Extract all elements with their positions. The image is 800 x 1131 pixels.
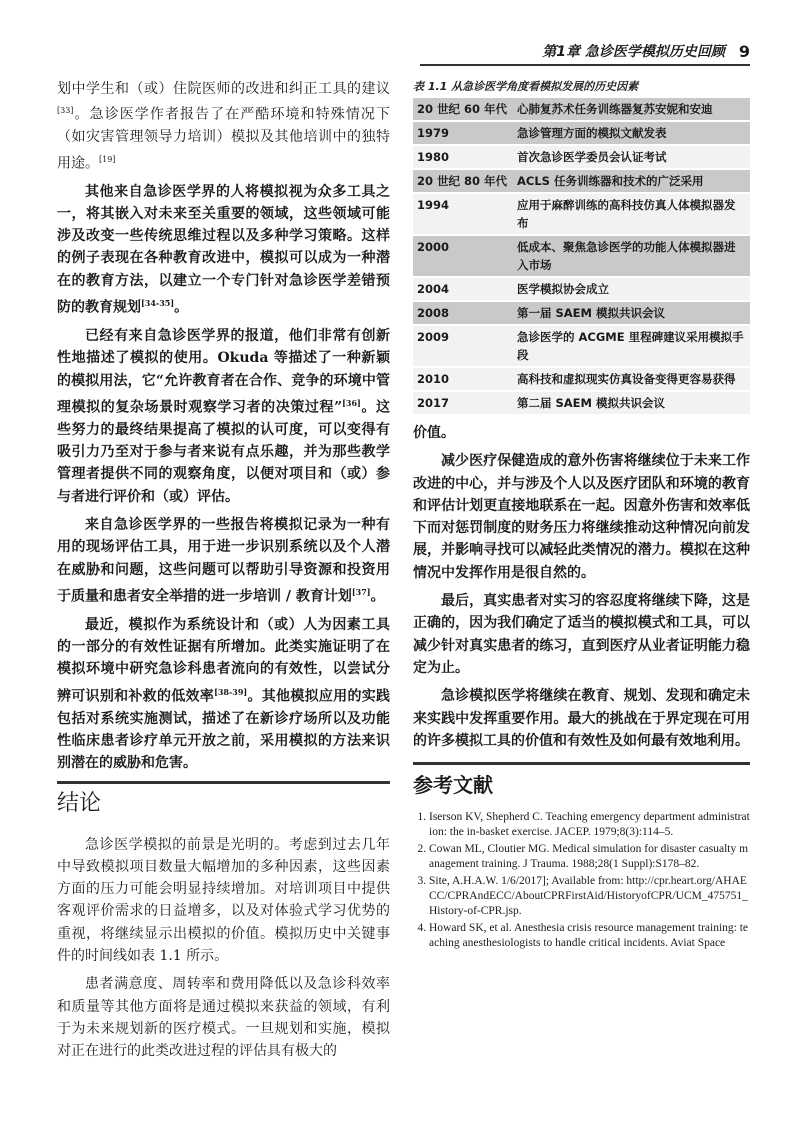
paragraph: 急诊模拟医学将继续在教育、规划、发现和确定未来实践中发挥重要作用。最大的挑战在于界定现在可用的许多模拟工具的价值和有效性及如何最有效地利用。 xyxy=(413,688,750,749)
year-cell: 2000 xyxy=(413,236,513,276)
event-cell: 低成本、聚焦急诊医学的功能人体模拟器进入市场 xyxy=(513,236,750,276)
citation: [33] xyxy=(57,106,74,116)
page-number: 9 xyxy=(738,41,750,61)
text: 已经有来自急诊医学界的报道，他们非常有创新性地描述了模拟的使用。Okuda 等描述了一种新颖的模拟用法，它“允许教育者在合作、竞争的环境中管理模拟的复杂场景时观察学习者的决策过程” xyxy=(57,327,390,416)
citation: [34-35] xyxy=(141,297,175,308)
right-column xyxy=(413,78,750,953)
table-row xyxy=(413,194,750,234)
table-row xyxy=(413,392,750,414)
year-cell: 1980 xyxy=(413,146,513,168)
text: 划中学生和（或）住院医师的改进和纠正工具的建议 xyxy=(57,81,390,97)
citation: [19] xyxy=(99,154,116,164)
left-column xyxy=(57,78,390,1069)
year-cell: 2017 xyxy=(413,392,513,414)
table-caption: 表 1.1 从急诊医学角度看模拟发展的历史因素 xyxy=(413,80,639,93)
table-row xyxy=(413,146,750,168)
event-cell: 第二届 SAEM 模拟共识会议 xyxy=(513,392,750,414)
paragraph xyxy=(57,325,390,508)
paragraph: 来自急诊医学界的一些报告将模拟记录为一种有用的现场评估工具，用于进一步识别系统以及个人潜在威胁和问题，这些问题可以帮助引导资源和投资用于质量和患者安全举措的进一步培训 / 教育计划[37]。 xyxy=(57,516,390,605)
paragraph: 价值。 xyxy=(413,425,455,441)
event-cell: 急诊医学的 ACGME 里程碑建议采用模拟手段 xyxy=(513,326,750,366)
year-cell: 2010 xyxy=(413,368,513,390)
table-row xyxy=(413,170,750,192)
history-table xyxy=(413,96,750,416)
citation: [36] xyxy=(342,397,361,408)
year-cell: 2009 xyxy=(413,326,513,366)
text: 。其他模拟应用的实践包括对系统实施测试，描述了在新诊疗场所以及功能性临床患者诊疗单元开放之前，采用模拟的方法来识别潜在的威胁和危害。 xyxy=(57,688,391,772)
year-cell: 20 世纪 60 年代 xyxy=(413,98,513,120)
year-cell: 1979 xyxy=(413,122,513,144)
text: 。这些努力的最终结果提高了模拟的认可度，可以变得有吸引力乃至对于参与者来说有点乐趣，并为那些教学管理者提供不同的观察角度，以便对项目和（或）参与者进行评价和（或）评估。 xyxy=(57,399,390,505)
citation: [37] xyxy=(351,586,371,597)
reference-item: 1. Iserson KV, Shepherd C. Teaching emergency department administration: the in-basket exercise. JACEP. 1979;8(3):114–5. xyxy=(429,810,750,840)
paragraph xyxy=(57,614,390,775)
reference-item: 3. Site, A.H.A.W. 1/6/2017]; Available from: http://cpr.heart.org/AHAECC/CPRAndECC/AboutCPRFirstAid/HistoryofCPR/UCM_475751_History-of-CPR.jsp. xyxy=(429,874,750,919)
event-cell: 急诊管理方面的模拟文献发表 xyxy=(513,122,750,144)
paragraph: 其他来自急诊医学界的人将模拟视为众多工具之一，将其嵌入对未来至关重要的领域，这些领域可能涉及改变一些传统思维过程以及多种学习策略。这样的例子表现在各种教育改进中，模拟可以成为一种潜在的教育方法，以建立一个专门针对急诊医学差错预防的教育规划[34-35]。 xyxy=(57,183,390,316)
reference-item: 4. Howard SK, et al. Anesthesia crisis resource management training: teaching anesthesiologists to handle critical incidents. Aviat Space xyxy=(429,921,750,951)
section-heading: 结论 xyxy=(57,781,390,816)
paragraph: 最后，真实患者对实习的容忍度将继续下降，这是正确的，因为我们确定了适当的模拟模式和工具，可以减少针对真实患者的练习，直到医疗从业者证明能力稳定为止。 xyxy=(413,593,750,676)
event-cell: 心肺复苏术任务训练器复苏安妮和安迪 xyxy=(513,98,750,120)
reference-item: 2. Cowan ML, Cloutier MG. Medical simulation for disaster casualty management training. J Trauma. 1988;28(1 Suppl):S178–82. xyxy=(429,842,750,872)
event-cell: 首次急诊医学委员会认证考试 xyxy=(513,146,750,168)
year-cell: 20 世纪 80 年代 xyxy=(413,170,513,192)
text: 其他来自急诊医学界的人将模拟视为众多工具之一，将其嵌入对未来至关重要的领域，这些领域可能涉及改变一些传统思维过程以及多种学习策略。这样的例子表现在各种教育改进中，模拟可以成为一种潜在的教育方法，以建立一个专门针对急诊医学差错预防的教育规划 xyxy=(57,183,390,316)
event-cell: ACLS 任务训练器和技术的广泛采用 xyxy=(513,170,750,192)
citation: [38-39] xyxy=(214,686,248,697)
table-row xyxy=(413,278,750,300)
references-list xyxy=(413,810,750,951)
table-row xyxy=(413,122,750,144)
paragraph: 减少医疗保健造成的意外伤害将继续位于未来工作改进的中心，并与涉及个人以及医疗团队和环境的教育和评估计划更直接地联系在一起。因意外伤害和效率低下而对惩罚制度的财务压力将继续推动这种情况向前发展，并影响寻找可以减轻此类情况的潜力。模拟在这种情况中发挥作用是很自然的。 xyxy=(413,453,750,581)
paragraph xyxy=(57,78,390,175)
text: 。急诊医学作者报告了在严酷环境和特殊情况下（如灾害管理领导力培训）模拟及其他培训中的独特用途。 xyxy=(57,106,390,172)
table-row xyxy=(413,368,750,390)
year-cell: 1994 xyxy=(413,194,513,234)
year-cell: 2004 xyxy=(413,278,513,300)
chapter-title: 第1章 急诊医学模拟历史回顾 xyxy=(542,44,725,60)
text: 最近，模拟作为系统设计和（或）人为因素工具的一部分的有效性证据有所增加。此类实施证明了在模拟环境中研究急诊科患者流向的有效性，以尝试分辨可识别和补救的低效率 xyxy=(57,616,390,705)
event-cell: 第一届 SAEM 模拟共识会议 xyxy=(513,302,750,324)
text: 来自急诊医学界的一些报告将模拟记录为一种有用的现场评估工具，用于进一步识别系统以及个人潜在威胁和问题，这些问题可以帮助引导资源和投资用于质量和患者安全举措的进一步培训 / 教育计划 xyxy=(57,516,390,605)
paragraph: 患者满意度、周转率和费用降低以及急诊科效率和质量等其他方面将是通过模拟来获益的领域，有利于为未来规划新的医疗模式。一旦规划和实施，模拟对正在进行的此类改进过程的评估具有极大的 xyxy=(57,976,390,1060)
table-row xyxy=(413,236,750,276)
running-header xyxy=(420,38,750,66)
table-row xyxy=(413,98,750,120)
year-cell: 2008 xyxy=(413,302,513,324)
event-cell: 高科技和虚拟现实仿真设备变得更容易获得 xyxy=(513,368,750,390)
paragraph: 急诊医学模拟的前景是光明的。考虑到过去几年中导致模拟项目数量大幅增加的多种因素，这些因素方面的压力可能会明显持续增加。对培训项目中提供客观评价需求的日益增多，以及对体验式学习优势的重视，将继续显示出模拟的价值。模拟历史中关键事件的时间线如表 1.1 所示。 xyxy=(57,836,390,965)
references-heading: 参考文献 xyxy=(413,762,750,798)
event-cell: 应用于麻醉训练的高科技仿真人体模拟器发布 xyxy=(513,194,750,234)
table-row xyxy=(413,302,750,324)
event-cell: 医学模拟协会成立 xyxy=(513,278,750,300)
table-row xyxy=(413,326,750,366)
